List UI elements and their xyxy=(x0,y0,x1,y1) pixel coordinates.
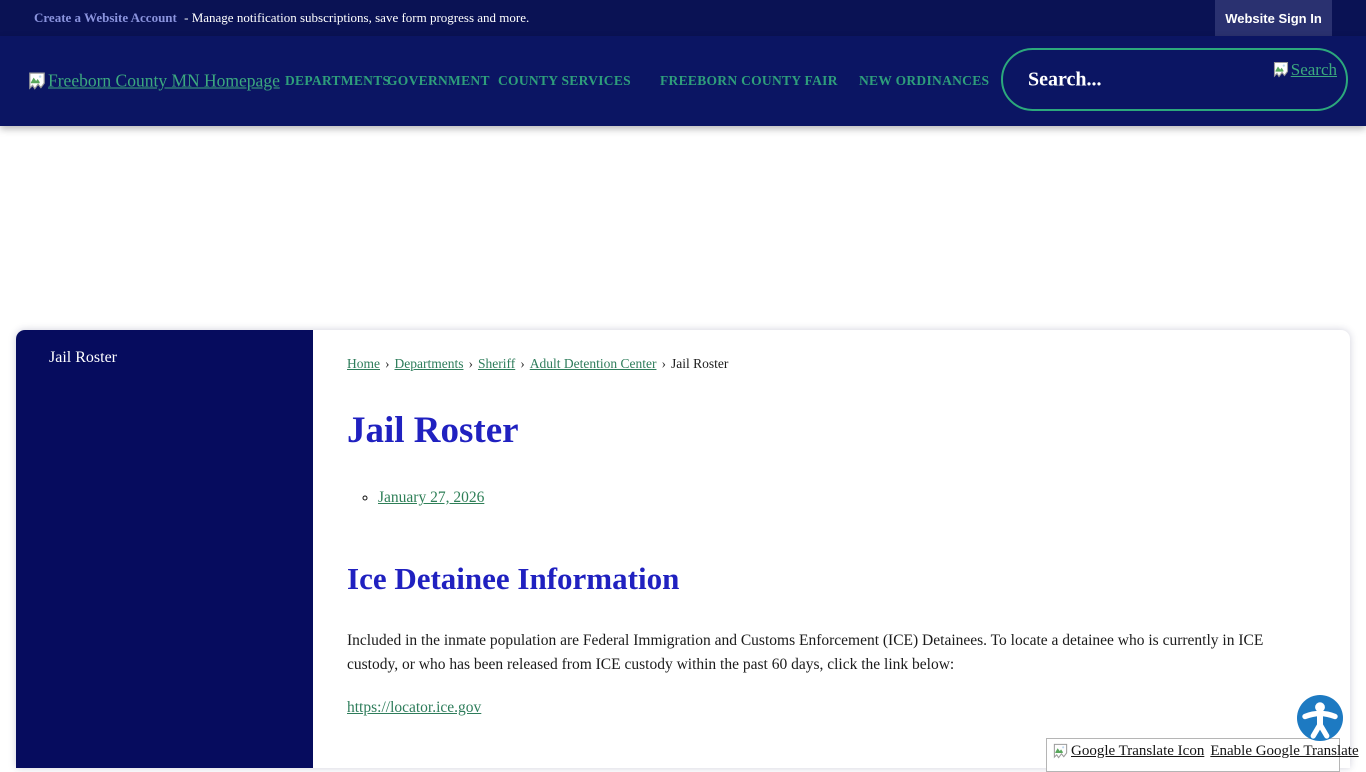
search-box xyxy=(1001,48,1348,111)
nav-item-freeborn-county-fair[interactable]: FREEBORN COUNTY FAIR xyxy=(660,73,838,88)
nav-item-county-services[interactable]: COUNTY SERVICES xyxy=(498,73,631,88)
roster-date-list xyxy=(347,489,1347,507)
section-title: Ice Detainee Information xyxy=(347,561,680,596)
roster-date-item xyxy=(378,489,1347,507)
account-tagline: - Manage notification subscriptions, save form progress and more. xyxy=(184,10,530,25)
broken-image-icon xyxy=(1052,743,1069,760)
homepage-logo-alt-text: Freeborn County MN Homepage xyxy=(48,70,280,91)
search-input[interactable] xyxy=(1028,68,1218,91)
accessibility-icon xyxy=(1296,694,1344,742)
search-submit-link[interactable] xyxy=(1272,60,1337,80)
breadcrumb xyxy=(347,356,1347,372)
content-card xyxy=(16,330,1350,768)
google-translate-icon-alt: Google Translate Icon xyxy=(1071,743,1205,759)
ice-locator-link[interactable]: https://locator.ice.gov xyxy=(347,699,482,717)
nav-item-government[interactable]: GOVERNMENT xyxy=(387,73,490,88)
google-translate-widget xyxy=(1046,738,1359,772)
nav-item-new-ordinances[interactable]: NEW ORDINANCES xyxy=(859,73,990,88)
breadcrumb-separator: › xyxy=(468,356,473,371)
breadcrumb-adult-detention-center-link[interactable]: Adult Detention Center xyxy=(529,356,657,371)
accessibility-button[interactable] xyxy=(1296,694,1344,742)
sidebar-item-jail-roster[interactable]: Jail Roster xyxy=(49,349,117,366)
ice-detainee-paragraph: Included in the inmate population are Federal Immigration and Customs Enforcement (ICE) Detainees. To locate a detainee who is currently in ICE custody, or who has been released from ICE custody within the past 60 days, click the link below: xyxy=(347,632,1264,674)
create-account-link[interactable]: Create a Website Account xyxy=(34,10,177,25)
search-submit-label: Search xyxy=(1290,60,1337,79)
google-translate-icon-link[interactable] xyxy=(1052,743,1204,760)
left-sidebar xyxy=(16,330,313,768)
page-title: Jail Roster xyxy=(347,410,519,451)
breadcrumb-departments-link[interactable]: Departments xyxy=(394,356,464,371)
breadcrumb-sheriff-link[interactable]: Sheriff xyxy=(477,356,516,371)
top-utility-bar xyxy=(0,0,1366,36)
account-promo xyxy=(0,10,529,26)
breadcrumb-home-link[interactable]: Home xyxy=(347,356,380,371)
main-navbar xyxy=(0,36,1366,126)
main-content xyxy=(347,330,1347,717)
breadcrumb-separator: › xyxy=(385,356,390,371)
roster-date-link[interactable]: January 27, 2026 xyxy=(378,489,485,506)
homepage-logo-link[interactable] xyxy=(27,71,280,92)
enable-google-translate-link[interactable]: Enable Google Translate xyxy=(1210,743,1359,759)
website-signin-button[interactable]: Website Sign In xyxy=(1215,0,1332,36)
nav-item-departments[interactable]: DEPARTMENTS xyxy=(285,73,391,88)
breadcrumb-separator: › xyxy=(661,356,666,371)
breadcrumb-current: Jail Roster xyxy=(670,356,729,371)
broken-image-icon xyxy=(27,71,47,91)
breadcrumb-separator: › xyxy=(520,356,525,371)
broken-image-icon xyxy=(1272,61,1290,79)
